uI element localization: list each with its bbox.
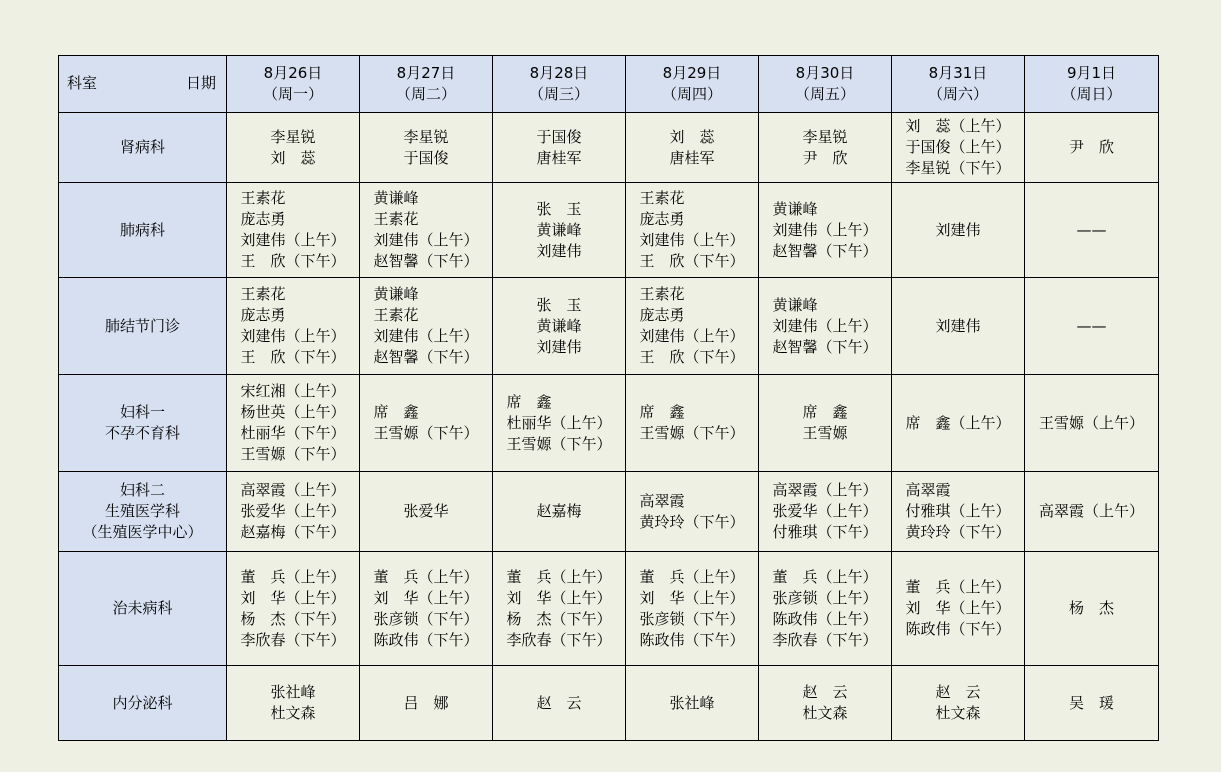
doctor-list — [270, 127, 315, 169]
doctor-name: 王雪嫄（下午） — [639, 424, 745, 442]
doctor-name: 赵智馨（下午） — [772, 337, 878, 356]
duty-schedule-table — [58, 55, 1159, 741]
doctor-list — [373, 188, 478, 272]
doctor-name: 尹 欣 — [1068, 138, 1114, 156]
department-cell — [59, 113, 227, 183]
doctor-name: 杨 杰（下午） — [240, 609, 346, 628]
doctor-name: 董 兵（上午） — [373, 567, 479, 586]
doctor-list — [639, 491, 744, 533]
day-weekday: （周六） — [927, 85, 988, 103]
duty-cell — [1025, 375, 1159, 472]
doctor-name: 席 鑫 — [802, 403, 848, 421]
doctor-list — [240, 188, 345, 272]
department-name: 生殖医学科 — [104, 502, 180, 520]
duty-cell — [1025, 278, 1159, 375]
doctor-list — [669, 693, 714, 714]
doctor-list — [403, 127, 448, 169]
doctor-name: 于国俊（上午） — [905, 138, 1011, 156]
doctor-name: 黄谦峰 — [373, 189, 419, 207]
duty-cell — [626, 375, 759, 472]
doctor-name: 席 鑫 — [639, 403, 685, 421]
duty-cell — [493, 666, 626, 741]
doctor-name: 陈政伟（下午） — [905, 620, 1011, 638]
duty-cell — [1025, 552, 1159, 666]
dept-column-label: 科室 — [67, 74, 98, 92]
doctor-name: 张彦锁（上午） — [772, 588, 878, 607]
doctor-name: 刘 蕊（上午） — [905, 117, 1011, 135]
doctor-name: 王雪嫄（下午） — [240, 445, 346, 463]
doctor-list — [373, 402, 478, 444]
duty-cell — [759, 375, 892, 472]
day-weekday: （周日） — [1061, 85, 1122, 103]
duty-cell — [626, 113, 759, 183]
doctor-name: 尹 欣 — [802, 148, 848, 167]
department-cell — [59, 278, 227, 375]
table-row — [59, 472, 1159, 552]
duty-cell — [227, 472, 360, 552]
doctor-name: 赵智馨（下午） — [373, 252, 479, 270]
doctor-name: —— — [1076, 220, 1107, 239]
doctor-name: 吕 娜 — [403, 693, 449, 712]
day-date: 8月28日 — [529, 64, 589, 82]
duty-cell — [227, 375, 360, 472]
doctor-list — [536, 501, 581, 522]
doctor-name: 赵 云 — [802, 683, 848, 701]
duty-cell — [626, 666, 759, 741]
doctor-name: 陈政伟（下午） — [373, 630, 479, 649]
corner-header — [59, 56, 227, 113]
duty-cell — [493, 552, 626, 666]
duty-cell — [1025, 183, 1159, 278]
doctor-name: 赵 云 — [536, 693, 582, 712]
table-row — [59, 278, 1159, 375]
doctor-name: 黄谦峰 — [536, 316, 582, 335]
doctor-list — [1069, 598, 1114, 619]
doctor-name: 王雪嫄（下午） — [373, 424, 479, 442]
doctor-list — [270, 682, 315, 724]
duty-cell — [759, 472, 892, 552]
duty-cell — [759, 183, 892, 278]
doctor-list — [905, 577, 1010, 640]
doctor-name: 刘建伟（上午） — [373, 231, 479, 249]
doctor-name: 王 欣（下午） — [639, 348, 745, 366]
duty-cell — [1025, 472, 1159, 552]
doctor-list — [1069, 137, 1114, 158]
duty-cell — [493, 183, 626, 278]
department-name: 妇科一 — [119, 403, 165, 421]
doctor-list — [639, 402, 744, 444]
doctor-name: 董 兵（上午） — [506, 567, 612, 586]
doctor-name: 李欣春（下午） — [506, 630, 612, 649]
department-name: 不孕不育科 — [104, 424, 180, 442]
doctor-list — [506, 392, 611, 455]
doctor-list — [1077, 316, 1107, 337]
doctor-list — [240, 567, 345, 651]
doctor-name: 刘建伟（上午） — [772, 316, 878, 335]
doctor-name: 黄玲玲（下午） — [639, 512, 745, 531]
department-cell — [59, 472, 227, 552]
doctor-name: 庞志勇 — [240, 210, 286, 228]
doctor-list — [802, 127, 847, 169]
doctor-name: 黄谦峰 — [772, 295, 818, 314]
day-date: 8月27日 — [396, 64, 456, 82]
doctor-name: 张爱华（上午） — [240, 502, 346, 520]
doctor-name: 李星锐 — [403, 127, 449, 146]
doctor-name: 王 欣（下午） — [639, 252, 745, 270]
day-weekday: （周三） — [528, 85, 589, 103]
doctor-list — [935, 682, 980, 724]
doctor-name: 杜文森 — [270, 704, 316, 722]
doctor-list — [536, 693, 581, 714]
day-header — [1025, 56, 1159, 113]
doctor-name: 杨 杰（下午） — [506, 609, 612, 628]
table-row — [59, 375, 1159, 472]
doctor-name: 李星锐 — [270, 127, 316, 146]
doctor-list — [1039, 413, 1144, 434]
doctor-name: 李星锐 — [802, 127, 848, 146]
doctor-name: 杜丽华（下午） — [240, 424, 346, 442]
doctor-name: 庞志勇 — [639, 306, 685, 324]
duty-cell — [759, 552, 892, 666]
doctor-name: 刘 华（上午） — [240, 588, 346, 607]
department-name: 妇科二 — [119, 481, 165, 499]
doctor-name: 吴 瑗 — [1068, 693, 1114, 712]
doctor-name: 张彦锁（下午） — [373, 609, 479, 628]
doctor-name: 张彦锁（下午） — [639, 609, 745, 628]
doctor-name: 刘建伟（上午） — [639, 231, 745, 249]
doctor-name: 刘建伟 — [935, 316, 981, 335]
day-weekday: （周四） — [661, 85, 722, 103]
doctor-name: 刘建伟（上午） — [373, 327, 479, 345]
doctor-name: 付雅琪（上午） — [905, 502, 1011, 520]
doctor-name: 张 玉 — [536, 199, 582, 218]
doctor-name: 王雪嫄（上午） — [1038, 413, 1144, 432]
doctor-name: 杜文森 — [935, 704, 981, 722]
doctor-name: 刘建伟（上午） — [240, 231, 346, 249]
doctor-name: 庞志勇 — [240, 306, 286, 324]
department-name: 治未病科 — [112, 599, 173, 617]
doctor-name: 席 鑫 — [373, 403, 419, 421]
doctor-list — [1077, 220, 1107, 241]
doctor-list — [669, 127, 714, 169]
doctor-name: 高翠霞 — [639, 491, 685, 510]
doctor-name: 刘建伟 — [536, 337, 582, 356]
duty-cell — [626, 552, 759, 666]
doctor-list — [240, 480, 345, 543]
doctor-name: 于国俊 — [536, 127, 582, 146]
doctor-list — [536, 295, 581, 358]
doctor-name: 王素花 — [240, 189, 286, 207]
duty-cell — [493, 472, 626, 552]
day-header — [892, 56, 1025, 113]
doctor-name: 王 欣（下午） — [240, 348, 346, 366]
doctor-list — [373, 284, 478, 368]
date-column-label: 日期 — [185, 74, 216, 92]
doctor-name: 刘建伟 — [935, 220, 981, 239]
doctor-list — [1039, 501, 1144, 522]
doctor-name: 王 欣（下午） — [240, 252, 346, 270]
doctor-name: 高翠霞（上午） — [1038, 502, 1144, 520]
doctor-name: 高翠霞（上午） — [772, 481, 878, 499]
table-row — [59, 552, 1159, 666]
day-weekday: （周五） — [794, 85, 855, 103]
schedule-body — [59, 113, 1159, 741]
duty-cell — [227, 278, 360, 375]
duty-cell — [892, 666, 1025, 741]
doctor-name: 刘 华（上午） — [373, 588, 479, 607]
duty-cell — [493, 113, 626, 183]
doctor-name: 刘建伟（上午） — [240, 327, 346, 345]
doctor-list — [772, 567, 877, 651]
duty-cell — [626, 278, 759, 375]
duty-cell — [227, 183, 360, 278]
doctor-name: 唐桂军 — [536, 148, 582, 167]
doctor-name: 赵智馨（下午） — [772, 241, 878, 260]
duty-cell — [1025, 113, 1159, 183]
doctor-list — [506, 567, 611, 651]
doctor-name: 黄谦峰 — [373, 285, 419, 303]
day-header — [626, 56, 759, 113]
doctor-name: 黄谦峰 — [536, 220, 582, 239]
table-row — [59, 113, 1159, 183]
doctor-name: 席 鑫（上午） — [905, 413, 1011, 432]
doctor-name: 张社峰 — [270, 683, 316, 701]
doctor-name: 庞志勇 — [639, 210, 685, 228]
duty-cell — [227, 666, 360, 741]
table-row — [59, 183, 1159, 278]
department-name: 内分泌科 — [112, 693, 173, 712]
doctor-name: 赵智馨（下午） — [373, 348, 479, 366]
doctor-name: 陈政伟（上午） — [772, 609, 878, 628]
duty-cell — [626, 472, 759, 552]
doctor-list — [373, 567, 478, 651]
doctor-name: 王雪嫄 — [802, 424, 848, 442]
doctor-list — [639, 284, 744, 368]
doctor-name: 王雪嫄（下午） — [506, 434, 612, 453]
doctor-name: 杨 杰 — [1068, 599, 1114, 617]
doctor-list — [905, 480, 1010, 543]
doctor-name: 刘建伟（上午） — [639, 327, 745, 345]
doctor-name: 董 兵（上午） — [905, 578, 1011, 596]
duty-cell — [892, 552, 1025, 666]
day-date: 9月1日 — [1066, 64, 1117, 82]
day-header — [493, 56, 626, 113]
department-cell — [59, 552, 227, 666]
doctor-name: 赵 云 — [935, 683, 981, 701]
doctor-name: 张爱华 — [403, 502, 449, 520]
duty-cell — [360, 472, 493, 552]
doctor-name: 唐桂军 — [669, 148, 715, 167]
doctor-list — [772, 480, 877, 543]
duty-cell — [493, 278, 626, 375]
department-name: 肺结节门诊 — [104, 316, 180, 335]
doctor-name: 于国俊 — [403, 148, 449, 167]
doctor-list — [802, 682, 847, 724]
doctor-name: 杜文森 — [802, 704, 848, 722]
duty-cell — [759, 278, 892, 375]
doctor-list — [403, 501, 448, 522]
doctor-name: 张 玉 — [536, 295, 582, 314]
doctor-name: 刘建伟（上午） — [772, 220, 878, 239]
doctor-name: 刘 华（上午） — [506, 588, 612, 607]
doctor-list — [403, 693, 448, 714]
department-name: 肺病科 — [119, 220, 165, 239]
table-row — [59, 666, 1159, 741]
doctor-name: 张社峰 — [669, 693, 715, 712]
department-name: 肾病科 — [119, 138, 165, 156]
duty-cell — [892, 113, 1025, 183]
duty-cell — [892, 375, 1025, 472]
doctor-list — [240, 381, 345, 465]
doctor-name: 董 兵（上午） — [772, 567, 878, 586]
duty-cell — [759, 113, 892, 183]
doctor-name: 陈政伟（下午） — [639, 630, 745, 649]
doctor-list — [802, 402, 847, 444]
doctor-name: 宋红湘（上午） — [240, 382, 346, 400]
doctor-name: 赵嘉梅 — [536, 502, 582, 520]
duty-cell — [892, 472, 1025, 552]
duty-cell — [360, 666, 493, 741]
doctor-name: 李欣春（下午） — [772, 630, 878, 649]
day-date: 8月31日 — [928, 64, 988, 82]
doctor-name: 刘 蕊 — [270, 148, 316, 167]
doctor-name: 王素花 — [639, 189, 685, 207]
doctor-name: 董 兵（上午） — [639, 567, 745, 586]
doctor-name: 高翠霞（上午） — [240, 481, 346, 499]
doctor-name: 刘 蕊 — [669, 127, 715, 146]
doctor-name: 王素花 — [240, 285, 286, 303]
day-date: 8月30日 — [795, 64, 855, 82]
doctor-list — [1069, 693, 1114, 714]
duty-cell — [892, 278, 1025, 375]
doctor-name: 张爱华（上午） — [772, 502, 878, 520]
doctor-name: 刘 华（上午） — [639, 588, 745, 607]
department-name: （生殖医学中心） — [82, 523, 203, 541]
duty-cell — [360, 375, 493, 472]
doctor-list — [639, 188, 744, 272]
doctor-list — [935, 220, 980, 241]
day-weekday: （周二） — [395, 85, 456, 103]
duty-cell — [360, 552, 493, 666]
duty-cell — [360, 183, 493, 278]
doctor-name: 赵嘉梅（下午） — [240, 523, 346, 541]
day-date: 8月26日 — [263, 64, 323, 82]
doctor-list — [639, 567, 744, 651]
doctor-name: 黄谦峰 — [772, 199, 818, 218]
duty-cell — [227, 552, 360, 666]
day-date: 8月29日 — [662, 64, 722, 82]
day-header — [227, 56, 360, 113]
duty-cell — [227, 113, 360, 183]
doctor-name: 刘 华（上午） — [905, 599, 1011, 617]
duty-cell — [626, 183, 759, 278]
doctor-list — [772, 295, 877, 358]
doctor-list — [935, 316, 980, 337]
doctor-name: 黄玲玲（下午） — [905, 523, 1011, 541]
doctor-name: 王素花 — [639, 285, 685, 303]
duty-cell — [1025, 666, 1159, 741]
day-header — [759, 56, 892, 113]
duty-cell — [493, 375, 626, 472]
department-cell — [59, 183, 227, 278]
doctor-name: 李星锐（下午） — [905, 159, 1011, 177]
day-weekday: （周一） — [262, 85, 323, 103]
duty-cell — [360, 113, 493, 183]
doctor-list — [905, 116, 1010, 179]
doctor-list — [905, 413, 1010, 434]
doctor-list — [536, 127, 581, 169]
doctor-name: —— — [1076, 316, 1107, 335]
doctor-name: 李欣春（下午） — [240, 630, 346, 649]
department-cell — [59, 375, 227, 472]
doctor-name: 董 兵（上午） — [240, 567, 346, 586]
duty-cell — [759, 666, 892, 741]
doctor-list — [240, 284, 345, 368]
doctor-name: 杨世英（上午） — [240, 403, 346, 421]
doctor-name: 席 鑫 — [506, 392, 552, 411]
day-header — [360, 56, 493, 113]
department-cell — [59, 666, 227, 741]
doctor-name: 王素花 — [373, 306, 419, 324]
duty-cell — [360, 278, 493, 375]
duty-cell — [892, 183, 1025, 278]
header-row — [59, 56, 1159, 113]
doctor-name: 付雅琪（下午） — [772, 523, 878, 541]
doctor-name: 刘建伟 — [536, 241, 582, 260]
doctor-name: 王素花 — [373, 210, 419, 228]
doctor-list — [772, 199, 877, 262]
doctor-name: 杜丽华（上午） — [506, 413, 612, 432]
doctor-name: 高翠霞 — [905, 481, 951, 499]
doctor-list — [536, 199, 581, 262]
